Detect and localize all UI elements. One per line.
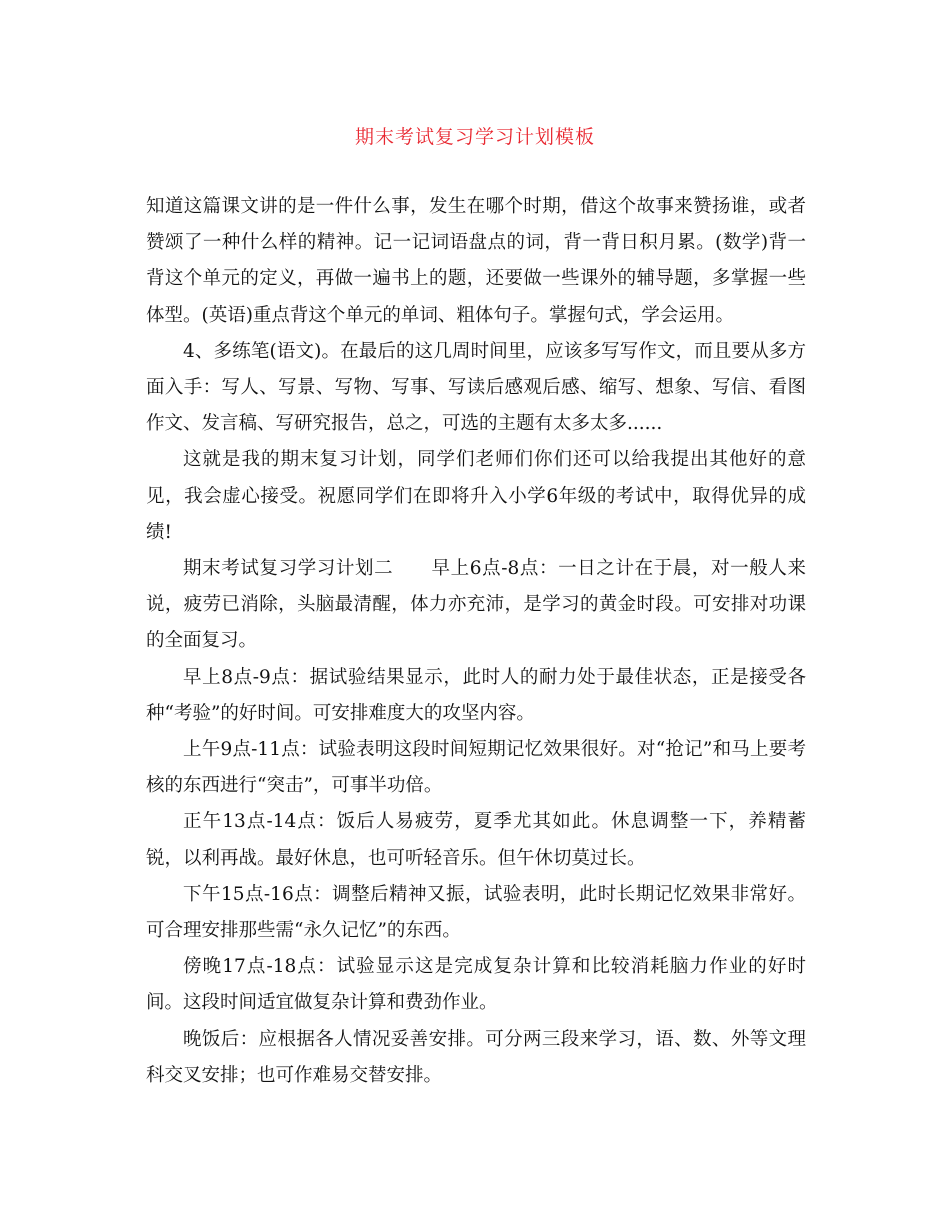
- paragraph-7: 正午13点-14点：饭后人易疲劳，夏季尤其如此。休息调整一下，养精蓄锐，以利再战。最好休息，也可听轻音乐。但午休切莫过长。: [146, 811, 806, 869]
- paragraph-4: 期末考试复习学习计划二 早上6点-8点：一日之计在于晨，对一般人来说，疲劳已消除，头脑最清醒，体力亦充沛，是学习的黄金时段。可安排对功课的全面复习。: [146, 558, 806, 652]
- document-title: 期末考试复习学习计划模板: [354, 126, 595, 148]
- paragraph-10: 晚饭后：应根据各人情况妥善安排。可分两三段来学习，语、数、外等文理科交叉安排；也可作难易交替安排。: [146, 1028, 806, 1086]
- paragraph-2: 4、多练笔(语文)。在最后的这几周时间里，应该多写写作文，而且要从多方面入手：写人、写景、写物、写事、写读后感观后感、缩写、想象、写信、看图作文、发言稿、写研究报告，总之，可选的主题有太多太多......: [146, 340, 806, 435]
- paragraph-6: 上午9点-11点：试验表明这段时间短期记忆效果很好。对“抢记”和马上要考核的东西进行“突击”，可事半功倍。: [146, 739, 806, 797]
- paragraph-3: 这就是我的期末复习计划，同学们老师们你们还可以给我提出其他好的意见，我会虚心接受。祝愿同学们在即将升入小学6年级的考试中，取得优异的成绩!: [146, 449, 806, 543]
- paragraph-8: 下午15点-16点：调整后精神又振，试验表明，此时长期记忆效果非常好。可合理安排那些需“永久记忆”的东西。: [146, 883, 806, 942]
- paragraph-5: 早上8点-9点：据试验结果显示，此时人的耐力处于最佳状态，正是接受各种“考验”的好时间。可安排难度大的攻坚内容。: [146, 666, 806, 724]
- paragraph-9: 傍晚17点-18点：试验显示这是完成复杂计算和比较消耗脑力作业的好时间。这段时间适宜做复杂计算和费劲作业。: [146, 956, 806, 1014]
- paragraph-1: 知道这篇课文讲的是一件什么事，发生在哪个时期，借这个故事来赞扬谁，或者赞颂了一种什么样的精神。记一记词语盘点的词，背一背日积月累。(数学)背一背这个单元的定义，再做一遍书上的题，还要做一些课外的辅导题，多掌握一些体型。(英语)重点背这个单元的单词、粗体句子。掌握句式，学会运用。: [146, 196, 806, 326]
- document-body: [146, 189, 806, 1094]
